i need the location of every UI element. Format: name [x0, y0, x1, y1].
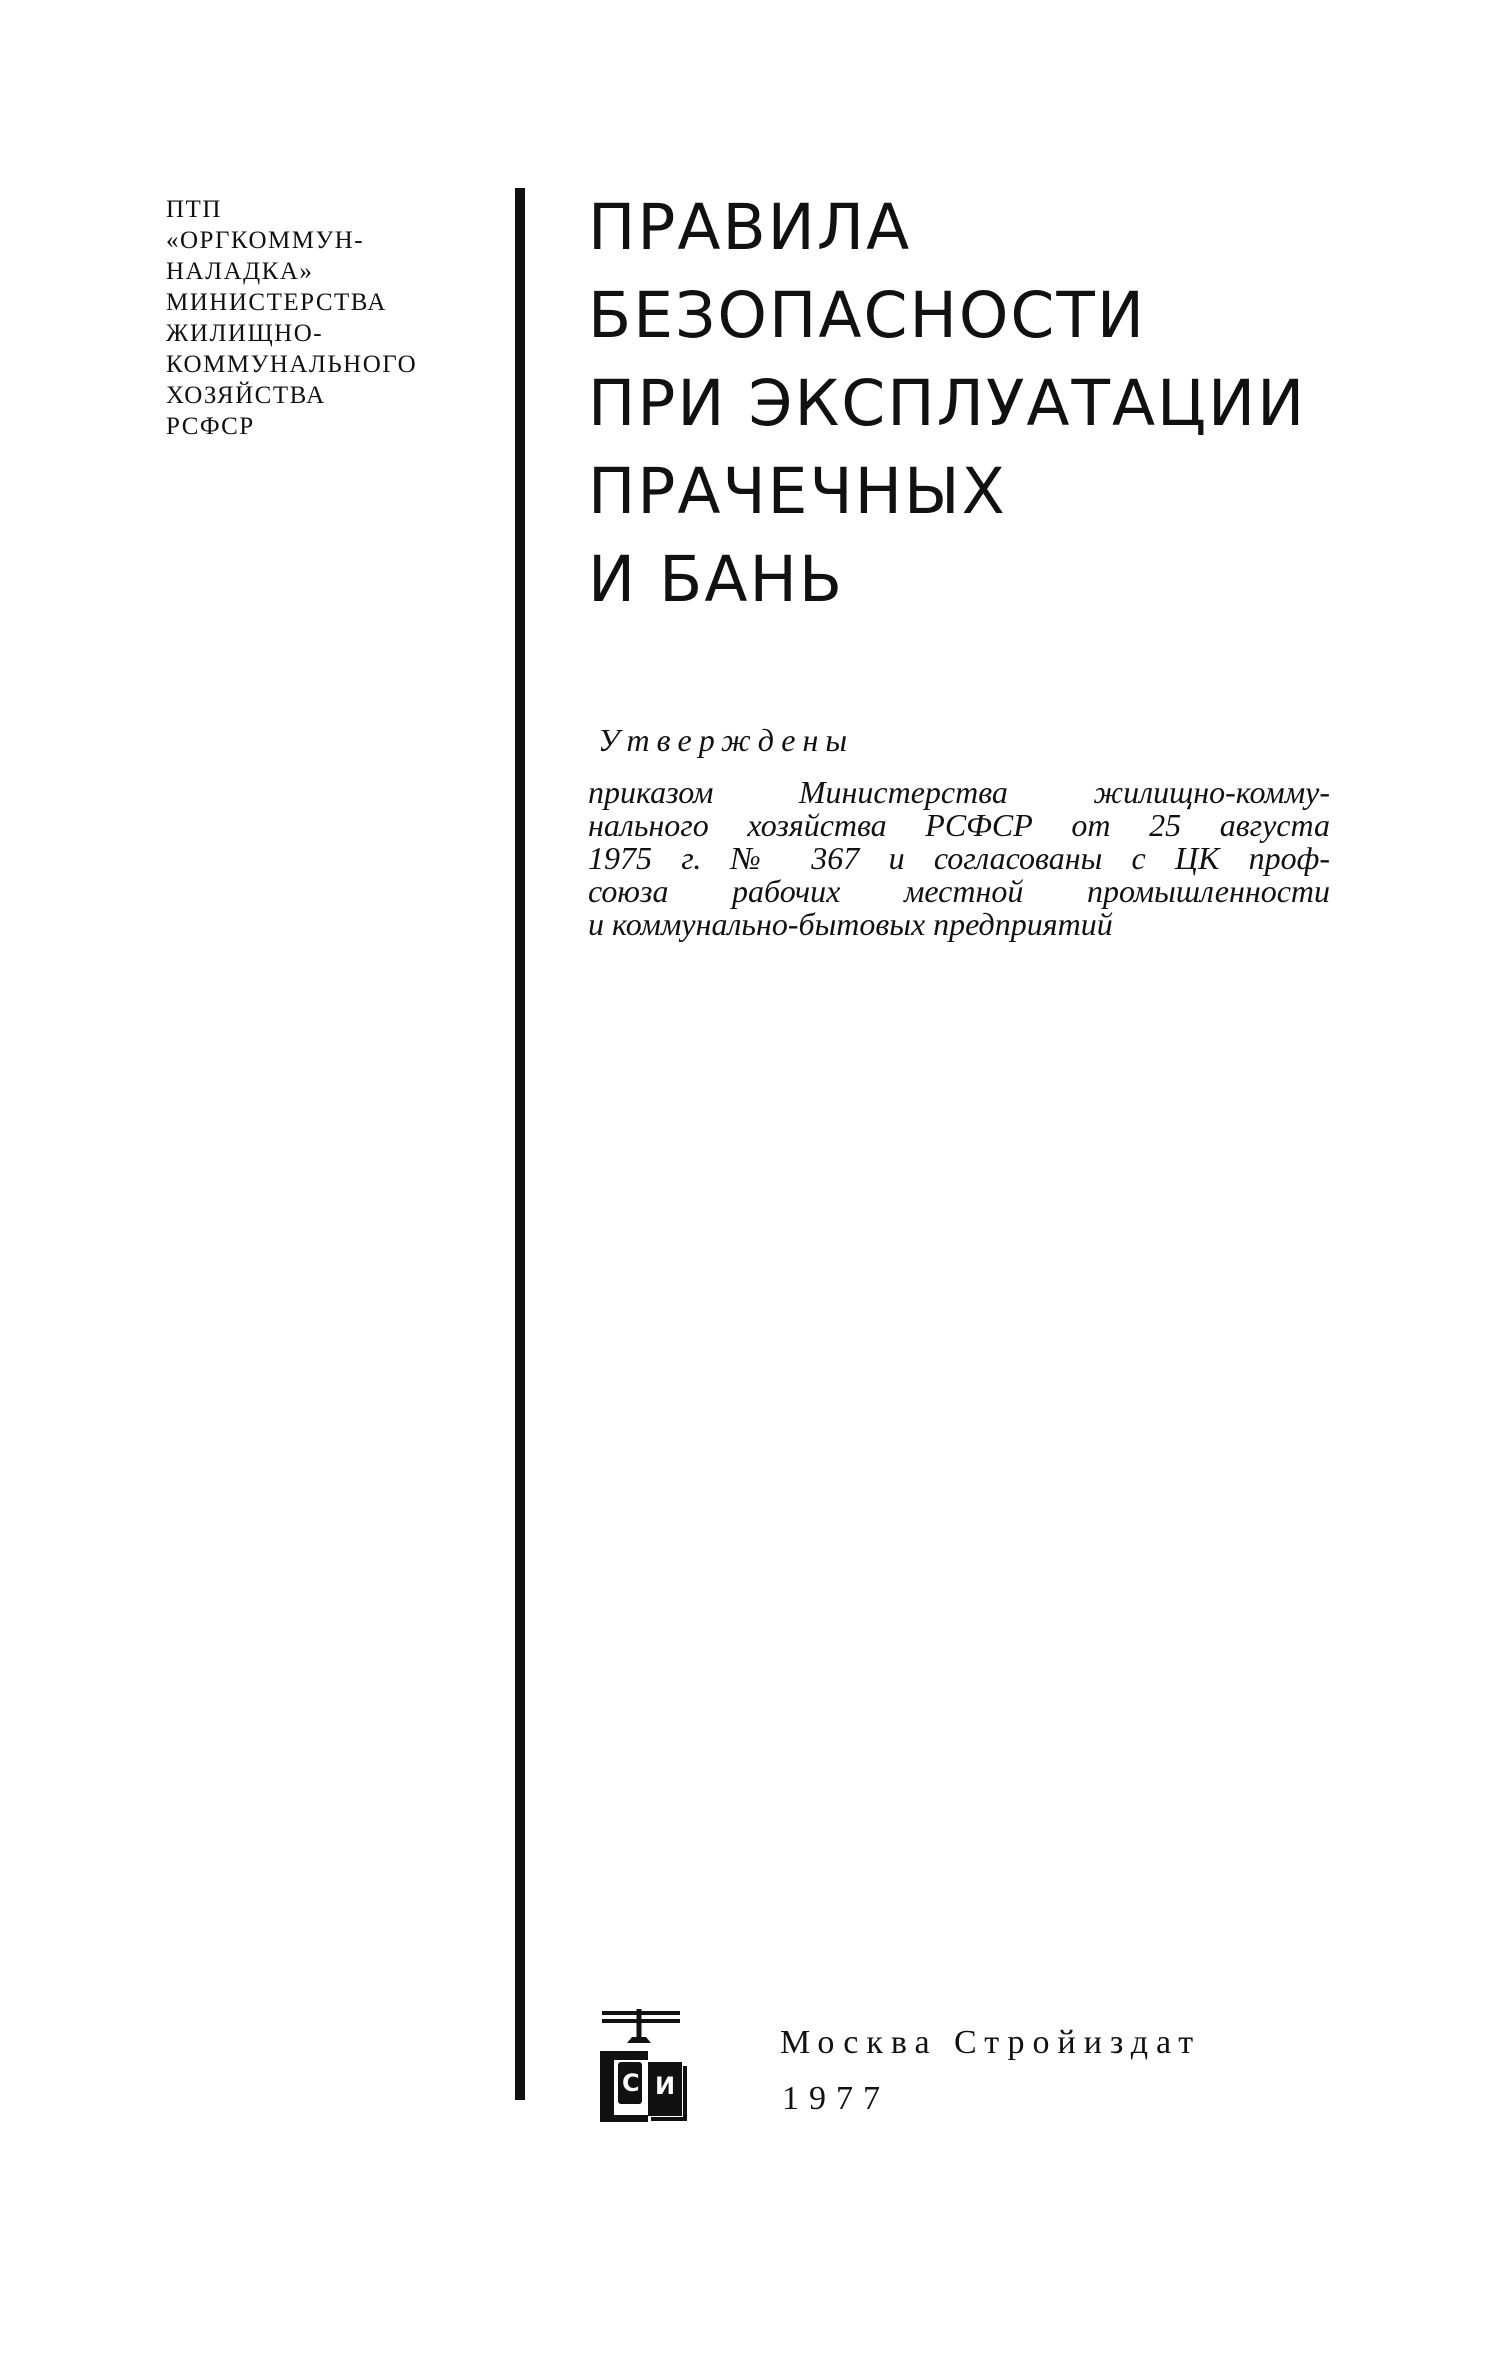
logo-letter-s: С — [622, 2069, 640, 2097]
organization-line: МИНИСТЕРСТВА — [166, 289, 387, 316]
title-line: ПРИ ЭКСПЛУАТАЦИИ — [588, 367, 1307, 440]
publisher-name: Москва Стройиздат — [780, 2024, 1202, 2061]
organization-line: КОММУНАЛЬНОГО — [166, 351, 418, 378]
title-line: БЕЗОПАСНОСТИ — [588, 279, 1147, 352]
title-line: ПРАЧЕЧНЫХ — [588, 455, 1007, 528]
approval-heading: Утверждены — [598, 722, 855, 758]
stroyizdat-logo-icon — [596, 2008, 692, 2126]
vertical-divider — [515, 188, 525, 2100]
approval-line: и коммунально-бытовых предприятий — [588, 906, 1113, 942]
organization-line: «ОРГКОММУН- — [166, 227, 365, 254]
title-line: И БАНЬ — [588, 543, 845, 616]
organization-line: ПТП — [166, 196, 222, 223]
organization-line: РСФСР — [166, 413, 255, 440]
logo-letter-i: И — [655, 2072, 676, 2100]
publication-year: 1977 — [782, 2080, 890, 2117]
organization-line: ХОЗЯЙСТВА — [166, 382, 326, 409]
organization-line: ЖИЛИЩНО- — [166, 320, 324, 347]
approval-text — [588, 776, 1330, 941]
approval-line: 1975 г. № 367 и согласованы с ЦК проф- — [588, 840, 1330, 876]
approval-line: союза рабочих местной промышленности — [588, 873, 1330, 909]
document-title — [588, 184, 1448, 624]
organization-block — [166, 194, 496, 442]
approval-line: нального хозяйства РСФСР от 25 августа — [588, 807, 1330, 843]
approval-line: приказом Министерства жилищно-комму- — [588, 774, 1330, 810]
title-line: ПРАВИЛА — [588, 191, 912, 264]
organization-line: НАЛАДКА» — [166, 258, 314, 285]
